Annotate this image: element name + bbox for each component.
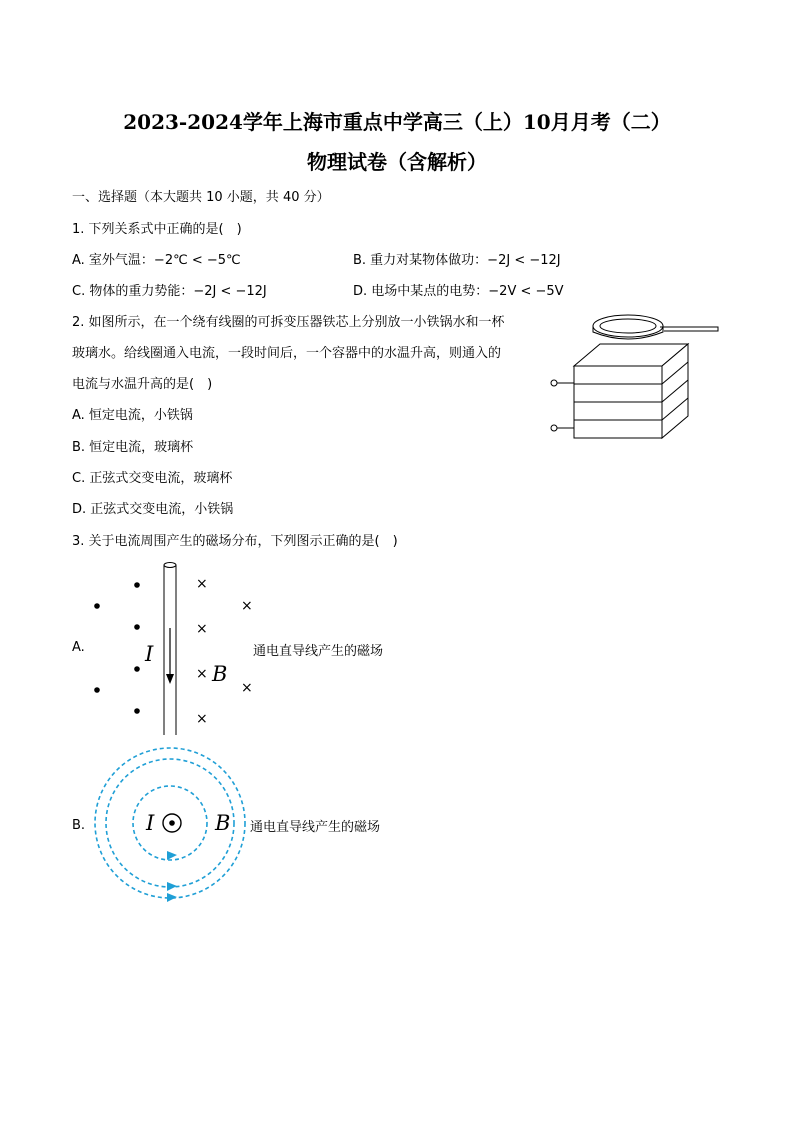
cross-mark: ×: [196, 621, 208, 637]
question-1-option-b: B. 重力对某物体做功：−2J < −12J: [353, 253, 561, 268]
question-2-option-a: A. 恒定电流，小铁锅: [72, 408, 193, 423]
question-3-option-b-caption: 通电直导线产生的磁场: [250, 820, 381, 835]
dot-mark: [134, 582, 140, 588]
page-subtitle: 物理试卷（含解析）: [307, 150, 487, 174]
dot-mark: [94, 603, 100, 609]
dot-mark: [134, 708, 140, 714]
dot-mark: [134, 624, 140, 630]
question-2-stem-line3: 电流与水温升高的是( ): [72, 377, 213, 392]
cross-mark: ×: [196, 576, 208, 592]
question-2-option-d: D. 正弦式交变电流，小铁锅: [72, 502, 234, 517]
question-2-stem-line1: 2. 如图所示，在一个绕有线圈的可拆变压器铁芯上分别放一小铁锅水和一杯: [72, 315, 505, 330]
question-3-option-b-letter: B.: [72, 818, 86, 833]
field-label-b: B: [215, 811, 231, 835]
question-3-option-a-caption: 通电直导线产生的磁场: [253, 644, 384, 659]
cross-mark: ×: [241, 598, 253, 614]
question-2-option-b: B. 恒定电流，玻璃杯: [72, 440, 194, 455]
section-heading: 一、选择题（本大题共 10 小题，共 40 分）: [72, 190, 330, 205]
question-1-option-d: D. 电场中某点的电势：−2V < −5V: [353, 284, 564, 299]
question-2-stem-line2: 玻璃水。给线圈通入电流，一段时间后，一个容器中的水温升高，则通入的: [72, 346, 502, 361]
field-label-a: B: [212, 662, 228, 686]
question-3-option-a-letter: A.: [72, 640, 85, 655]
cross-mark: ×: [241, 680, 253, 696]
question-1-option-a: A. 室外气温：−2℃ < −5℃: [72, 253, 241, 268]
dot-mark: [134, 666, 140, 672]
current-label-b: I: [146, 811, 155, 835]
current-label-a: I: [145, 642, 154, 666]
page-title: 2023-2024学年上海市重点中学高三（上）10月月考（二）: [123, 110, 671, 134]
question-1-option-c: C. 物体的重力势能：−2J < −12J: [72, 284, 267, 299]
question-3-stem: 3. 关于电流周围产生的磁场分布，下列图示正确的是( ): [72, 534, 398, 549]
question-2-option-c: C. 正弦式交变电流，玻璃杯: [72, 471, 233, 486]
cross-mark: ×: [196, 711, 208, 727]
question-1-stem: 1. 下列关系式中正确的是( ): [72, 222, 242, 237]
cross-mark: ×: [196, 666, 208, 682]
dot-mark: [94, 687, 100, 693]
